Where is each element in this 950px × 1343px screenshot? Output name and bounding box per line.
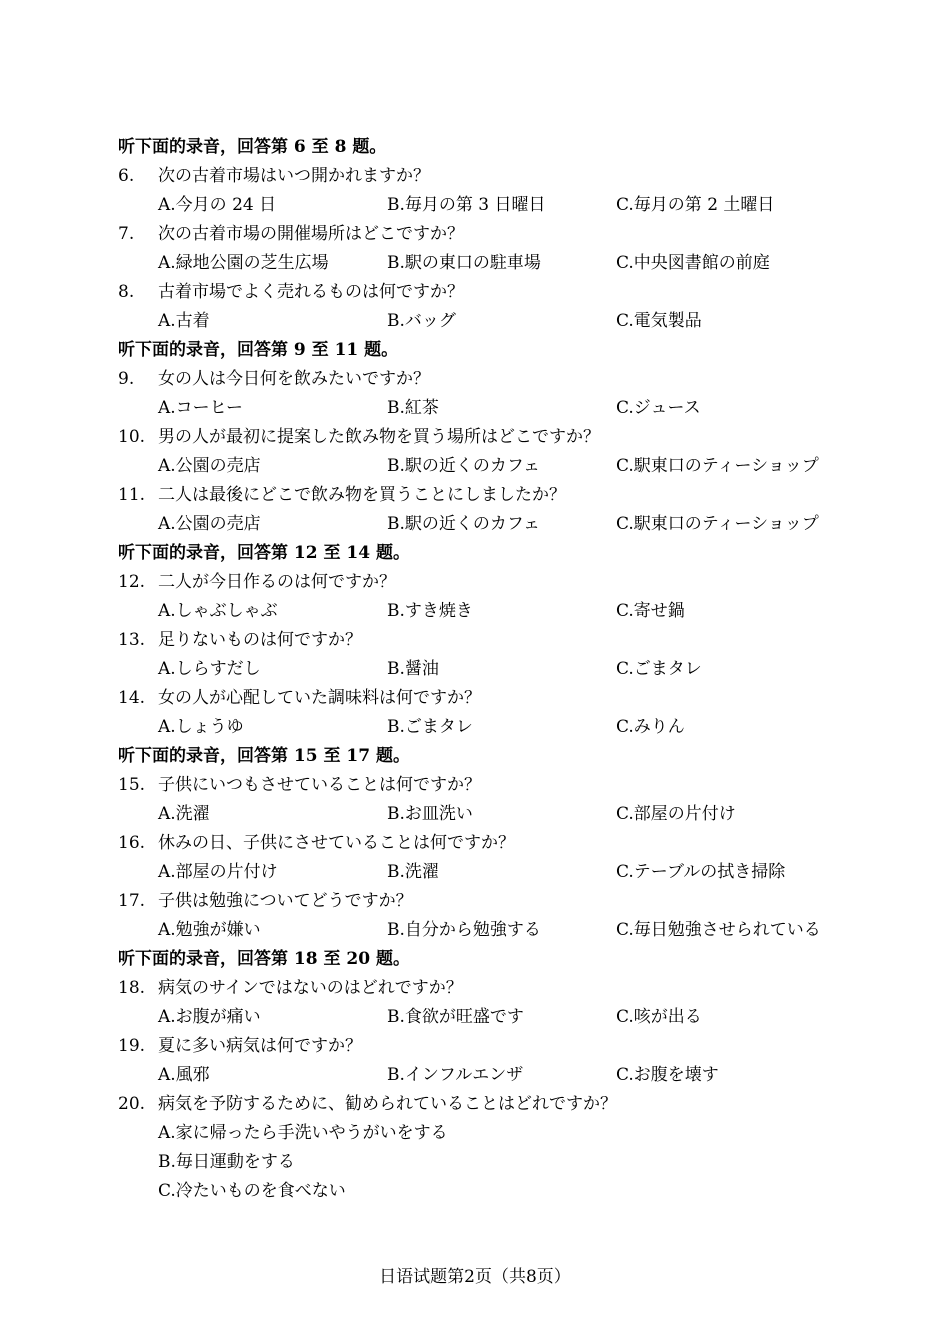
answer-option: B.自分から勉強する [387, 920, 541, 940]
question-number: 15. [118, 775, 146, 795]
answer-option: B.醤油 [387, 659, 439, 679]
question-number: 13. [118, 630, 146, 650]
question-number: 16. [118, 833, 146, 853]
answer-option: C.毎日勉強させられている [616, 920, 821, 940]
question [118, 162, 858, 191]
answer-options [118, 858, 858, 887]
answer-option: C.駅東口のティーショップ [616, 514, 819, 534]
question-text: 次の古着市場の開催場所はどこですか？ [158, 224, 464, 244]
question-number: 9. [118, 369, 135, 389]
question-number: 18. [118, 978, 146, 998]
answer-option: A.風邪 [158, 1065, 210, 1085]
question [118, 684, 858, 713]
section-title: 听下面的录音，回答第 9 至 11 题。 [118, 340, 399, 360]
question-text: 夏に多い病気は何ですか？ [158, 1036, 362, 1056]
answer-options [118, 1061, 858, 1090]
answer-option: A.しょうゆ [158, 717, 244, 737]
question-number: 11. [118, 485, 146, 505]
answer-option: C.毎月の第 2 土曜日 [616, 195, 775, 215]
exam-content [118, 133, 858, 1206]
answer-options [118, 655, 858, 684]
section-title: 听下面的录音，回答第 18 至 20 题。 [118, 949, 410, 969]
question-text: 足りないものは何ですか？ [158, 630, 362, 650]
answer-option: B.毎月の第 3 日曜日 [387, 195, 546, 215]
answer-option: A.しゃぶしゃぶ [158, 601, 278, 621]
answer-option: A.古着 [158, 311, 210, 331]
question-text: 二人が今日作るのは何ですか？ [158, 572, 396, 592]
question-text: 病気を予防するために、勧められていることはどれですか？ [158, 1094, 617, 1114]
answer-option: A.部屋の片付け [158, 862, 278, 882]
answer-option: C.みりん [616, 717, 685, 737]
answer-options [118, 1003, 858, 1032]
question-number: 7. [118, 224, 135, 244]
answer-option: B.駅の近くのカフェ [387, 456, 541, 476]
answer-options [118, 800, 858, 829]
answer-option: A.お腹が痛い [158, 1007, 261, 1027]
question [118, 1090, 858, 1119]
question [118, 423, 858, 452]
answer-option: C.テーブルの拭き掃除 [616, 862, 786, 882]
page-footer: 日语试题第2页（共8页） [379, 1267, 571, 1287]
answer-options [118, 713, 858, 742]
answer-options [118, 191, 858, 220]
answer-option: C.冷たいものを食べない [158, 1181, 346, 1201]
question-text: 病気のサインではないのはどれですか？ [158, 978, 463, 998]
answer-option: A.公園の売店 [158, 514, 261, 534]
question-text: 休みの日、子供にさせていることは何ですか？ [158, 833, 515, 853]
section-title: 听下面的录音，回答第 12 至 14 题。 [118, 543, 410, 563]
answer-options [118, 916, 858, 945]
answer-option: C.寄せ鍋 [616, 601, 685, 621]
question-number: 19. [118, 1036, 146, 1056]
question-text: 子供にいつもさせていることは何ですか？ [158, 775, 481, 795]
answer-option: C.電気製品 [616, 311, 702, 331]
question [118, 887, 858, 916]
answer-option: C.ジュース [616, 398, 701, 418]
answer-option: A.しらすだし [158, 659, 261, 679]
question-text: 女の人が心配していた調味料は何ですか？ [158, 688, 481, 708]
question [118, 481, 858, 510]
answer-option: B.ごまタレ [387, 717, 473, 737]
question-text: 男の人が最初に提案した飲み物を買う場所はどこですか？ [158, 427, 600, 447]
question [118, 771, 858, 800]
question [118, 278, 858, 307]
question-text: 次の古着市場はいつ開かれますか？ [158, 166, 430, 186]
question [118, 829, 858, 858]
question-text: 古着市場でよく売れるものは何ですか？ [158, 282, 464, 302]
answer-option: B.すき焼き [387, 601, 473, 621]
answer-options [118, 249, 858, 278]
answer-option: B.お皿洗い [387, 804, 473, 824]
question-number: 20. [118, 1094, 146, 1114]
answer-option: C.お腹を壊す [616, 1065, 719, 1085]
question [118, 220, 858, 249]
answer-option: C.ごまタレ [616, 659, 702, 679]
answer-option: A.洗濯 [158, 804, 210, 824]
answer-option: A.コーヒー [158, 398, 244, 418]
question-text: 子供は勉強についてどうですか？ [158, 891, 413, 911]
answer-option: B.洗濯 [387, 862, 439, 882]
question-text: 女の人は今日何を飲みたいですか？ [158, 369, 430, 389]
question-number: 14. [118, 688, 146, 708]
answer-options [118, 510, 858, 539]
answer-option: B.駅の東口の駐車場 [387, 253, 541, 273]
answer-option: B.毎日運動をする [158, 1152, 295, 1172]
answer-options [118, 307, 858, 336]
answer-option: A.緑地公園の芝生広場 [158, 253, 329, 273]
answer-option: C.駅東口のティーショップ [616, 456, 819, 476]
question-text: 二人は最後にどこで飲み物を買うことにしましたか？ [158, 485, 566, 505]
answer-option: A.家に帰ったら手洗いやうがいをする [158, 1123, 448, 1143]
question [118, 568, 858, 597]
answer-option: A.勉強が嫌い [158, 920, 261, 940]
question-number: 17. [118, 891, 146, 911]
answer-option: A.今月の 24 日 [158, 195, 277, 215]
answer-option: B.食欲が旺盛です [387, 1007, 524, 1027]
question [118, 1032, 858, 1061]
question [118, 626, 858, 655]
answer-option: B.インフルエンザ [387, 1065, 524, 1085]
answer-option: B.紅茶 [387, 398, 439, 418]
answer-option: A.公園の売店 [158, 456, 261, 476]
answer-options [118, 394, 858, 423]
answer-option: C.咳が出る [616, 1007, 702, 1027]
answer-options [118, 452, 858, 481]
question [118, 974, 858, 1003]
answer-option: B.バッグ [387, 311, 456, 331]
question-number: 10. [118, 427, 146, 447]
question [118, 365, 858, 394]
answer-options [118, 597, 858, 626]
section-title: 听下面的录音，回答第 6 至 8 题。 [118, 137, 387, 157]
answer-option: C.部屋の片付け [616, 804, 736, 824]
section-title: 听下面的录音，回答第 15 至 17 题。 [118, 746, 410, 766]
answer-option: B.駅の近くのカフェ [387, 514, 541, 534]
question-number: 12. [118, 572, 146, 592]
question-number: 8. [118, 282, 135, 302]
question-number: 6. [118, 166, 135, 186]
answer-option: C.中央図書館の前庭 [616, 253, 770, 273]
